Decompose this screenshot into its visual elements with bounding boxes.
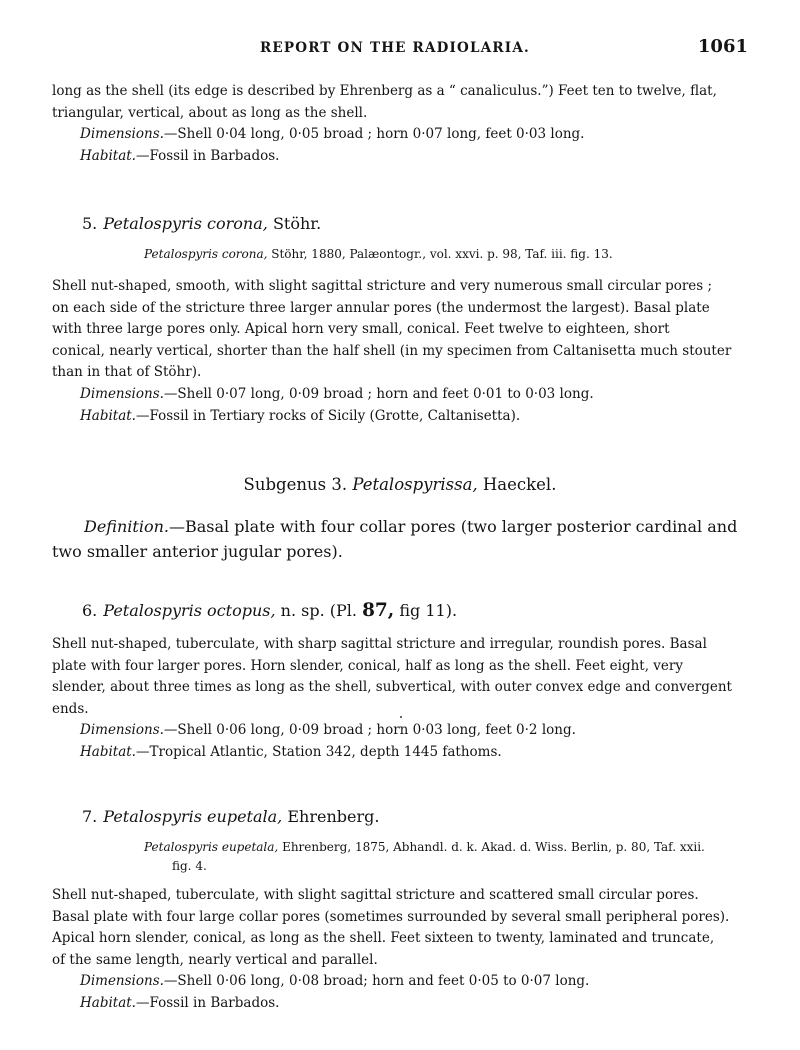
- habitat-label: Habitat.: [80, 408, 136, 424]
- dimensions-text: —Shell 0·07 long, 0·09 broad ; horn and feet 0·01 to 0·03 long.: [163, 386, 594, 402]
- habitat-text: —Tropical Atlantic, Station 342, depth 1445 fathoms.: [135, 744, 502, 760]
- species-5-description: [52, 276, 748, 384]
- subgenus-name: Petalospyrissa,: [352, 475, 478, 494]
- synonym-ref: Ehrenberg, 1875, Abhandl. d. k. Akad. d. Wiss. Berlin, p. 80, Taf. xxii.: [278, 840, 705, 854]
- text-line: Shell nut-shaped, smooth, with slight sagittal stricture and very numerous small circular pores ;: [52, 278, 713, 294]
- species-6-dimensions: [52, 720, 776, 742]
- habitat-label: Habitat.: [80, 148, 136, 164]
- text-line: slender, about three times as long as the shell, subvertical, with outer convex edge and convergent: [52, 679, 732, 695]
- plate-number: 87,: [362, 600, 395, 621]
- species-author: Stöhr.: [267, 214, 322, 233]
- species-7-heading: [52, 807, 748, 826]
- synonym-continuation: fig. 4.: [172, 859, 207, 873]
- text-line: Shell nut-shaped, tuberculate, with sharp sagittal stricture and irregular, roundish pores. Basal: [52, 636, 707, 652]
- synonym-name: Petalospyris corona,: [144, 247, 268, 261]
- species-7-habitat: [52, 993, 776, 1015]
- species-name: Petalospyris octopus,: [103, 601, 276, 620]
- text-line: triangular, vertical, about as long as the shell.: [52, 104, 368, 121]
- habitat-label: Habitat.: [80, 744, 136, 760]
- habitat-text: —Fossil in Barbados.: [135, 148, 280, 164]
- text-line: on each side of the stricture three larger annular pores (the undermost the largest). Basal plate: [52, 299, 710, 316]
- text-line: two smaller anterior jugular pores).: [52, 542, 343, 561]
- species-7-dimensions: [52, 971, 776, 993]
- species-author: Ehrenberg.: [282, 807, 380, 826]
- text-line: with three large pores only. Apical horn very small, conical. Feet twelve to eighteen, short: [52, 321, 670, 337]
- dimensions-label: Dimensions.: [80, 973, 164, 989]
- text-line: ends.: [52, 700, 89, 717]
- habitat-text: —Fossil in Barbados.: [135, 995, 280, 1011]
- species-5-heading: [52, 214, 748, 233]
- text-line: than in that of Stöhr).: [52, 364, 202, 380]
- species-name: Petalospyris eupetala,: [103, 807, 283, 826]
- species-7-synonym: [52, 838, 748, 876]
- species-name: Petalospyris corona,: [103, 214, 268, 233]
- dimensions-text: —Shell 0·06 long, 0·08 broad; horn and feet 0·05 to 0·07 long.: [163, 973, 590, 989]
- species-5-synonym: [52, 245, 748, 264]
- ink-speck: [400, 716, 402, 718]
- page-number: 1061: [697, 36, 748, 57]
- dimensions-text: —Shell 0·04 long, 0·05 broad ; horn 0·07 long, feet 0·03 long.: [163, 126, 585, 142]
- dimensions-label: Dimensions.: [80, 722, 164, 738]
- species-6-heading: [52, 600, 748, 621]
- definition-label: Definition.: [84, 517, 169, 536]
- species-6-habitat: [52, 742, 776, 764]
- species-number: 6.: [82, 601, 98, 620]
- subgenus-prefix: Subgenus 3.: [243, 475, 348, 494]
- synonym-ref: Stöhr, 1880, Palæontogr., vol. xxvi. p. 98, Taf. iii. fig. 13.: [267, 247, 613, 261]
- species-number: 5.: [82, 214, 98, 233]
- subgenus-definition: [52, 514, 748, 564]
- intro-dimensions: [52, 124, 776, 146]
- subgenus-author: Haeckel.: [477, 475, 557, 494]
- species-7-description: [52, 885, 748, 971]
- habitat-label: Habitat.: [80, 995, 136, 1011]
- species-6-description: [52, 634, 748, 720]
- text-line: conical, nearly vertical, shorter than the half shell (in my specimen from Caltanisetta much stouter: [52, 342, 732, 359]
- text-line: of the same length, nearly vertical and parallel.: [52, 951, 378, 968]
- intro-paragraph: [52, 81, 748, 124]
- intro-habitat: [52, 146, 776, 168]
- dimensions-label: Dimensions.: [80, 386, 164, 402]
- text-line: plate with four larger pores. Horn slender, conical, half as long as the shell. Feet eight, very: [52, 657, 683, 674]
- running-head: [52, 36, 748, 60]
- definition-text: —Basal plate with four collar pores (two larger posterior cardinal and: [168, 517, 738, 536]
- species-5-habitat: [52, 406, 776, 428]
- synonym-name: Petalospyris eupetala,: [144, 840, 279, 854]
- dimensions-text: —Shell 0·06 long, 0·09 broad ; horn 0·03 long, feet 0·2 long.: [163, 722, 576, 738]
- running-title: REPORT ON THE RADIOLARIA.: [260, 40, 530, 56]
- species-author: n. sp. (Pl.: [275, 601, 357, 620]
- text-line: Basal plate with four large collar pores (sometimes surrounded by several small peripheral pores).: [52, 908, 730, 925]
- subgenus-heading: [52, 475, 748, 494]
- text-line: Shell nut-shaped, tuberculate, with slight sagittal stricture and scattered small circular pores.: [52, 887, 699, 903]
- species-number: 7.: [82, 807, 98, 826]
- dimensions-label: Dimensions.: [80, 126, 164, 142]
- text-line: long as the shell (its edge is described by Ehrenberg as a “ canaliculus.”) Feet ten to twelve, flat,: [52, 83, 717, 99]
- habitat-text: —Fossil in Tertiary rocks of Sicily (Grotte, Caltanisetta).: [135, 408, 521, 424]
- species-author-post: fig 11).: [394, 601, 458, 620]
- text-line: Apical horn slender, conical, as long as the shell. Feet sixteen to twenty, laminated and truncate,: [52, 930, 715, 946]
- species-5-dimensions: [52, 384, 776, 406]
